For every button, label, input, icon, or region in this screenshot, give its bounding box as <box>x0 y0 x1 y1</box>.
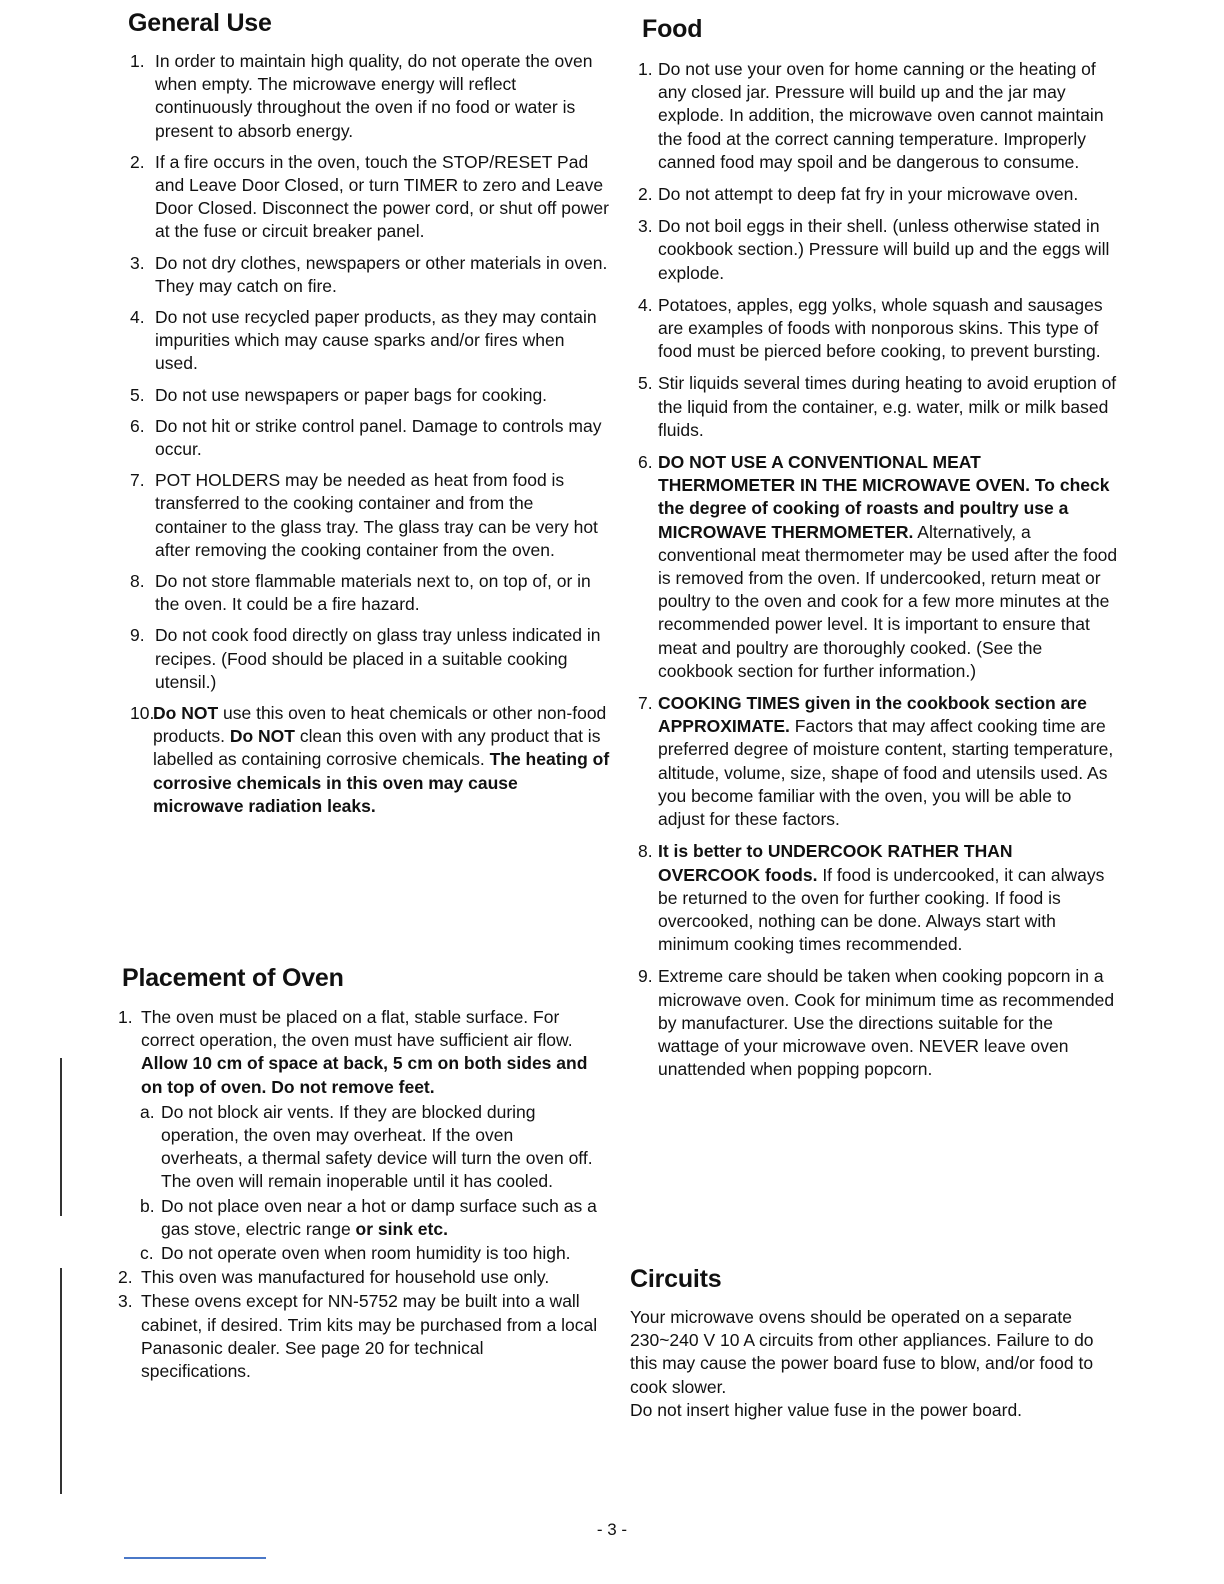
item-text-bold: DO NOT USE A CONVENTIONAL MEAT THERMOMETER IN THE MICROWAVE OVEN. To check the degree of cooking of roasts and poultry use a MICROWAVE THERMOMETER. <box>658 452 1110 542</box>
list-item <box>638 294 1118 364</box>
item-text <box>658 692 1118 831</box>
item-number: 4. <box>130 307 145 328</box>
list-item <box>130 702 610 818</box>
item-number: 1. <box>118 1007 133 1027</box>
item-text-segment: Do not store flammable materials next to, on top of, or in the oven. It could be a fire hazard. <box>155 571 591 615</box>
item-text <box>153 702 610 818</box>
item-number: 2. <box>130 151 145 172</box>
item-number: 9. <box>130 625 145 646</box>
item-text <box>141 1006 598 1099</box>
list-item <box>638 451 1118 683</box>
item-text <box>658 294 1118 364</box>
list-item <box>130 469 610 562</box>
item-text <box>658 183 1118 206</box>
item-text-segment: The oven must be placed on a flat, stable surface. For correct operation, the oven must have sufficient air flow. <box>141 1007 573 1051</box>
item-text-segment: Do not boil eggs in their shell. (unless otherwise stated in cookbook section.) Pressure will build up and the eggs will explode. <box>658 216 1110 283</box>
list-item <box>130 50 610 143</box>
item-text <box>658 965 1118 1081</box>
item-text-segment: If a fire occurs in the oven, touch the STOP/RESET Pad and Leave Door Closed, or turn TIMER to zero and Leave Door Closed. Disconnect the power cord, or shut off power at the fuse or circuit breaker panel. <box>155 151 609 242</box>
placement-sub-list <box>140 1101 598 1265</box>
item-number: 3. <box>130 252 145 273</box>
item-text-segment: Extreme care should be taken when cooking popcorn in a microwave oven. Cook for minimum time as recommended by manufacturer. Use the directions suitable for the wattage of your microwave oven. NEVER leave oven unattended when popping popcorn. <box>658 966 1115 1080</box>
item-number: 1. <box>130 51 145 71</box>
item-number: 4. <box>638 294 653 315</box>
item-number: c. <box>140 1243 154 1264</box>
placement-rest-list <box>118 1266 598 1383</box>
general-use-list <box>130 50 610 826</box>
list-item <box>140 1101 598 1194</box>
list-item <box>130 570 610 616</box>
item-number: 2. <box>118 1267 133 1288</box>
item-text-segment: If food is undercooked, it can always be returned to the oven for further cooking. If food is overcooked, nothing can be done. Always start with minimum cooking times recommended. <box>658 864 1105 955</box>
list-item <box>118 1290 598 1383</box>
item-text <box>155 415 610 461</box>
item-text-bold: COOKING TIMES given in the cookbook section are APPROXIMATE. <box>658 693 1087 737</box>
list-item <box>140 1195 598 1241</box>
item-text-segment: Do not dry clothes, newspapers or other materials in oven. They may catch on fire. <box>155 252 608 296</box>
item-number: 3. <box>118 1291 133 1312</box>
item-text-segment: Do not use newspapers or paper bags for cooking. <box>155 384 548 405</box>
item-text <box>155 570 610 616</box>
item-text-bold: It is better to UNDERCOOK RATHER THAN OVERCOOK foods. <box>658 841 1013 885</box>
item-text-segment: Do not use your oven for home canning or the heating of any closed jar. Pressure will build up and the jar may explode. In addition, the microwave oven cannot maintain the food at the correct canning temperature. Improperly canned food may spoil and be dangerous to consume. <box>658 59 1104 172</box>
circuits-body <box>630 1306 1100 1422</box>
item-number: b. <box>140 1195 155 1216</box>
item-number: 2. <box>638 184 653 205</box>
item-text <box>155 252 610 298</box>
placement-heading: Placement of Oven <box>122 964 344 992</box>
item-text-segment: Do not use recycled paper products, as they may contain impurities which may cause sparks and/or fires when used. <box>155 307 597 374</box>
list-item <box>130 384 610 407</box>
item-number: 3. <box>638 216 653 237</box>
item-number: a. <box>140 1101 155 1122</box>
item-text-bold: The heating of corrosive chemicals in this oven may cause microwave radiation leaks. <box>153 749 610 816</box>
item-text-segment: Do not operate oven when room humidity is too high. <box>161 1243 571 1264</box>
list-item <box>130 624 610 694</box>
item-text-segment: POT HOLDERS may be needed as heat from food is transferred to the cooking container and from the container to the glass tray. The glass tray can be very hot after removing the cooking container from the oven. <box>155 470 598 560</box>
placement-item-1 <box>118 1006 598 1099</box>
item-text <box>155 151 610 244</box>
item-number: 5. <box>130 384 145 405</box>
food-heading: Food <box>642 15 703 43</box>
list-item <box>638 183 1118 206</box>
item-number: 10. <box>130 703 155 724</box>
item-number: 6. <box>130 415 145 436</box>
scan-margin-line <box>60 1058 62 1216</box>
scan-margin-line <box>60 1268 62 1494</box>
item-number: 6. <box>638 452 653 473</box>
item-text-segment: Do not attempt to deep fat fry in your microwave oven. <box>658 184 1079 205</box>
item-text-segment: Factors that may affect cooking time are preferred degree of moisture content, starting temperature, altitude, volume, size, shape of food and utensils used. As you become familiar with the oven, you will be able to adjust for these factors. <box>658 716 1114 830</box>
list-item <box>638 840 1118 956</box>
list-item <box>130 252 610 298</box>
list-item <box>130 151 610 244</box>
item-number: 7. <box>130 470 145 491</box>
item-number: 8. <box>130 571 145 592</box>
item-text <box>155 624 610 694</box>
food-list <box>638 58 1118 1090</box>
item-text-segment: Do not cook food directly on glass tray unless indicated in recipes. (Food should be placed in a suitable cooking utensil.) <box>155 625 601 692</box>
list-item <box>118 1006 598 1099</box>
item-number: 1. <box>638 59 653 79</box>
item-text-segment: Potatoes, apples, egg yolks, whole squash and sausages are examples of foods with nonporous skins. This type of food must be pierced before cooking, to prevent bursting. <box>658 294 1103 362</box>
item-text <box>141 1290 598 1383</box>
list-item <box>140 1242 598 1265</box>
item-text-segment: Do not place oven near a hot or damp surface such as a gas stove, electric range <box>161 1195 597 1239</box>
item-text <box>141 1266 598 1289</box>
list-item <box>130 306 610 376</box>
item-text-segment: Alternatively, a conventional meat thermometer may be used after the food is removed from the oven. If undercooked, return meat or poultry to the oven and cook for a few more minutes at the recommended power level. It is important to ensure that meat and poultry are thoroughly cooked. (See the cookbook section for further information.) <box>658 521 1118 681</box>
item-text <box>155 50 610 143</box>
circuits-warning: Do not insert higher value fuse in the power board. <box>630 1399 1023 1420</box>
scan-underline <box>124 1557 266 1559</box>
item-text-bold: Do NOT <box>153 703 219 724</box>
item-text <box>155 469 610 562</box>
item-text <box>658 58 1118 174</box>
list-item <box>638 215 1118 285</box>
item-text <box>658 215 1118 285</box>
item-number: 5. <box>638 373 653 394</box>
item-text <box>161 1101 598 1194</box>
list-item <box>638 692 1118 831</box>
list-item <box>130 415 610 461</box>
item-text <box>161 1195 598 1241</box>
item-text <box>161 1242 598 1265</box>
placement-list <box>118 1006 598 1384</box>
item-text <box>658 372 1118 442</box>
item-text <box>658 840 1118 956</box>
item-text <box>155 384 610 407</box>
item-text-bold: or sink etc. <box>355 1218 448 1239</box>
item-number: 7. <box>638 693 653 714</box>
item-text <box>155 306 610 376</box>
list-item <box>118 1266 598 1289</box>
general-use-heading: General Use <box>128 9 272 37</box>
item-text-segment: This oven was manufactured for household use only. <box>141 1267 550 1288</box>
page-number: - 3 - <box>596 1520 628 1539</box>
list-item <box>638 965 1118 1081</box>
list-item <box>638 372 1118 442</box>
item-number: 9. <box>638 966 653 987</box>
item-text-segment: Do not block air vents. If they are blocked during operation, the oven may overheat. If the oven overheats, a thermal safety device will turn the oven off. The oven will remain inoperable until it has cooled. <box>161 1101 593 1192</box>
item-text-bold: Do NOT <box>229 726 295 747</box>
item-text-segment: clean this oven with any product that is labelled as containing corrosive chemicals. <box>153 726 601 770</box>
circuits-heading: Circuits <box>630 1265 722 1293</box>
item-text-segment: In order to maintain high quality, do not operate the oven when empty. The microwave energy will reflect continuously throughout the oven if no food or water is present to absorb energy. <box>155 51 593 141</box>
item-number: 8. <box>638 841 653 862</box>
item-text-segment: Do not hit or strike control panel. Damage to controls may occur. <box>155 415 602 460</box>
list-item <box>638 58 1118 174</box>
item-text-bold: Allow 10 cm of space at back, 5 cm on both sides and on top of oven. Do not remove feet. <box>141 1053 588 1097</box>
item-text-segment: These ovens except for NN-5752 may be built into a wall cabinet, if desired. Trim kits may be purchased from a local Panasonic dealer. See page 20 for technical specifications. <box>141 1291 598 1382</box>
item-text-segment: Stir liquids several times during heating to avoid eruption of the liquid from the container, e.g. water, milk or milk based fluids. <box>658 373 1117 440</box>
circuits-paragraph: Your microwave ovens should be operated on a separate 230~240 V 10 A circuits from other appliances. Failure to do this may cause the power board fuse to blow, and/or food to cook slower. <box>630 1307 1094 1397</box>
item-text <box>658 451 1118 683</box>
item-text-segment: use this oven to heat chemicals or other non-food products. <box>153 703 607 747</box>
